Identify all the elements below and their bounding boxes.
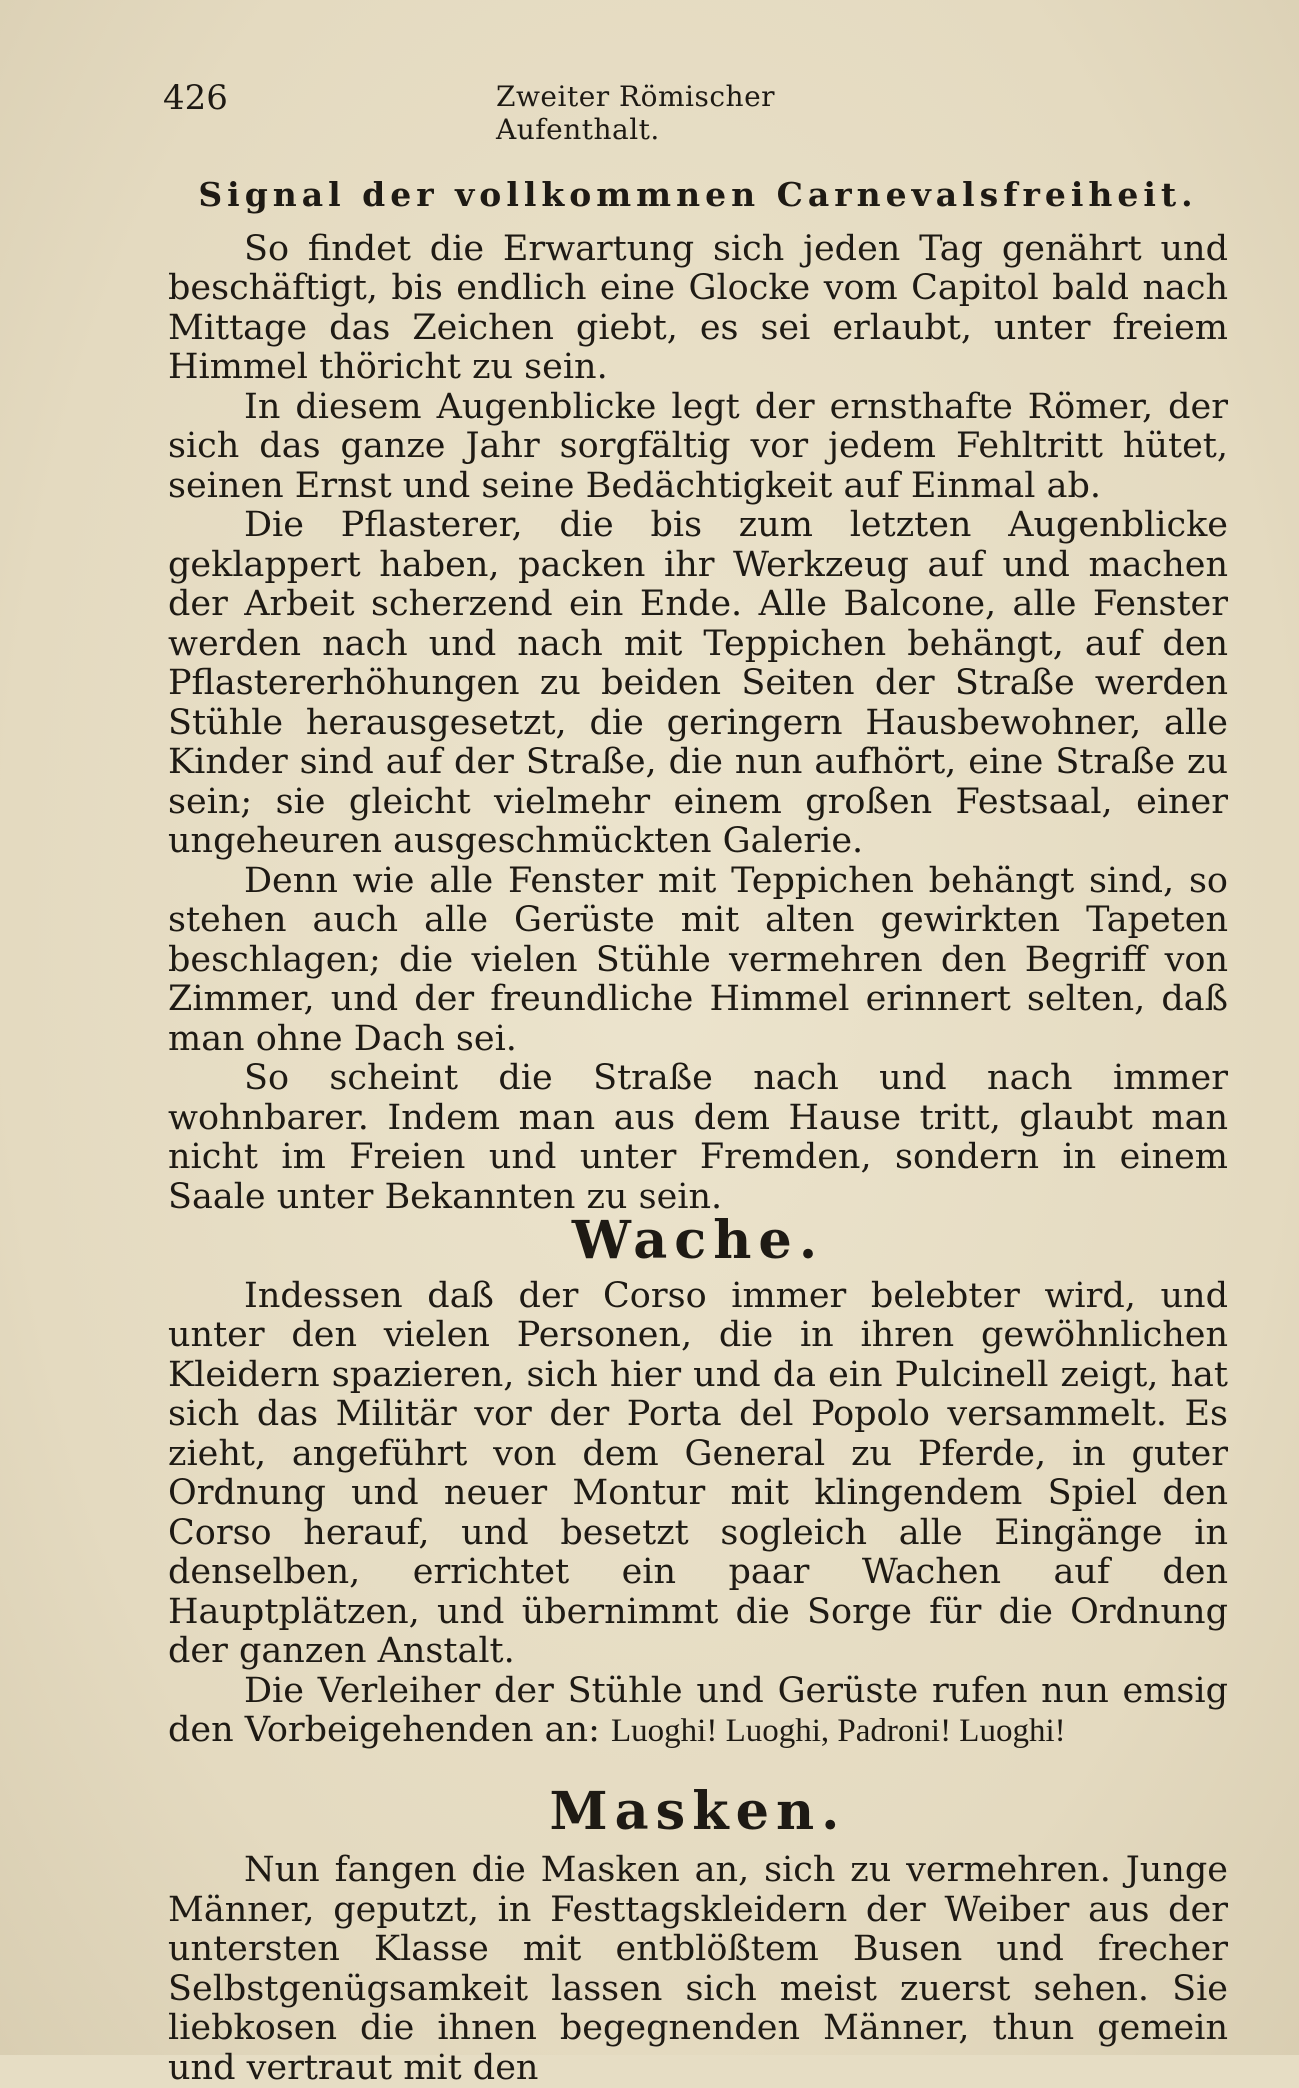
paragraph-text: Die Verleiher der Stühle und Gerüste rufen nun emsig den Vorbeigehenden an: [168,1670,1228,1750]
paragraph: Die Pflasterer, die bis zum letzten Augenblicke geklappert haben, packen ihr Werkzeug auf und machen der Arbeit scherzend ein Ende. Alle Balcone, alle Fenster werden nach und nach mit Teppichen behängt, auf den Pflastererhöhungen zu beiden Seiten der Straße werden Stühle herausgesetzt, die geringern Hausbewohner, alle Kinder sind auf der Straße, die nun aufhört, eine Straße zu sein; sie gleicht vielmehr einem großen Festsaal, einer ungeheuren ausgeschmückten Galerie. [168,505,1228,861]
running-title: Zweiter Römischer Aufenthalt. [496,80,776,146]
running-header [163,78,883,146]
section-heading-guard: Wache. [571,1210,825,1271]
section-heading-masks: Masken. [549,1780,847,1842]
italian-call: Luoghi! Luoghi, Padroni! Luoghi! [611,1713,1066,1749]
paragraph: Denn wie alle Fenster mit Teppichen behängt sind, so stehen auch alle Gerüste mit alten gewirkten Tapeten beschlagen; die vielen Stühle vermehren den Begriff von Zimmer, und der freundliche Himmel erinnert selten, daß man ohne Dach sei. [168,860,1228,1059]
page-number: 426 [163,78,228,118]
paragraph: Nun fangen die Masken an, sich zu vermehren. Junge Männer, geputzt, in Festtagskleidern der Weiber aus der untersten Klasse mit entblößtem Busen und frecher Selbstgenügsamkeit lassen sich meist zuerst sehen. Sie liebkosen die ihnen begegnenden Männer, thun gemein und vertraut mit den [168,1850,1228,2088]
paragraph: So findet die Erwartung sich jeden Tag genährt und beschäftigt, bis endlich eine Glocke vom Capitol bald nach Mittage das Zeichen giebt, es sei erlaubt, unter freiem Himmel thöricht zu sein. [168,228,1228,387]
paragraph: Indessen daß der Corso immer belebter wird, und unter den vielen Personen, die in ihren gewöhnlichen Kleidern spazieren, sich hier und da ein Pulcinell zeigt, hat sich das Militär vor der Porta del Popolo versammelt. Es zieht, angeführt von dem General zu Pferde, in guter Ordnung und neuer Montur mit klingendem Spiel den Corso herauf, und besetzt sogleich alle Eingänge in denselben, errichtet ein paar Wachen auf den Hauptplätzen, und übernimmt die Sorge für die Ordnung der ganzen Anstalt. [168,1275,1228,1671]
section-heading-carnival-signal: Signal der vollkommnen Carnevalsfreiheit. [198,175,1198,214]
paragraph [168,1672,1228,1752]
paragraph: So scheint die Straße nach und nach immer wohnbarer. Indem man aus dem Hause tritt, glaubt man nicht im Freien und unter Fremden, sondern in einem Saale unter Bekannten zu sein. [168,1058,1228,1217]
paragraph: In diesem Augenblicke legt der ernsthafte Römer, der sich das ganze Jahr sorgfältig vor jedem Fehltritt hütet, seinen Ernst und seine Bedächtigkeit auf Einmal ab. [168,386,1228,506]
body-text [168,175,1228,2088]
